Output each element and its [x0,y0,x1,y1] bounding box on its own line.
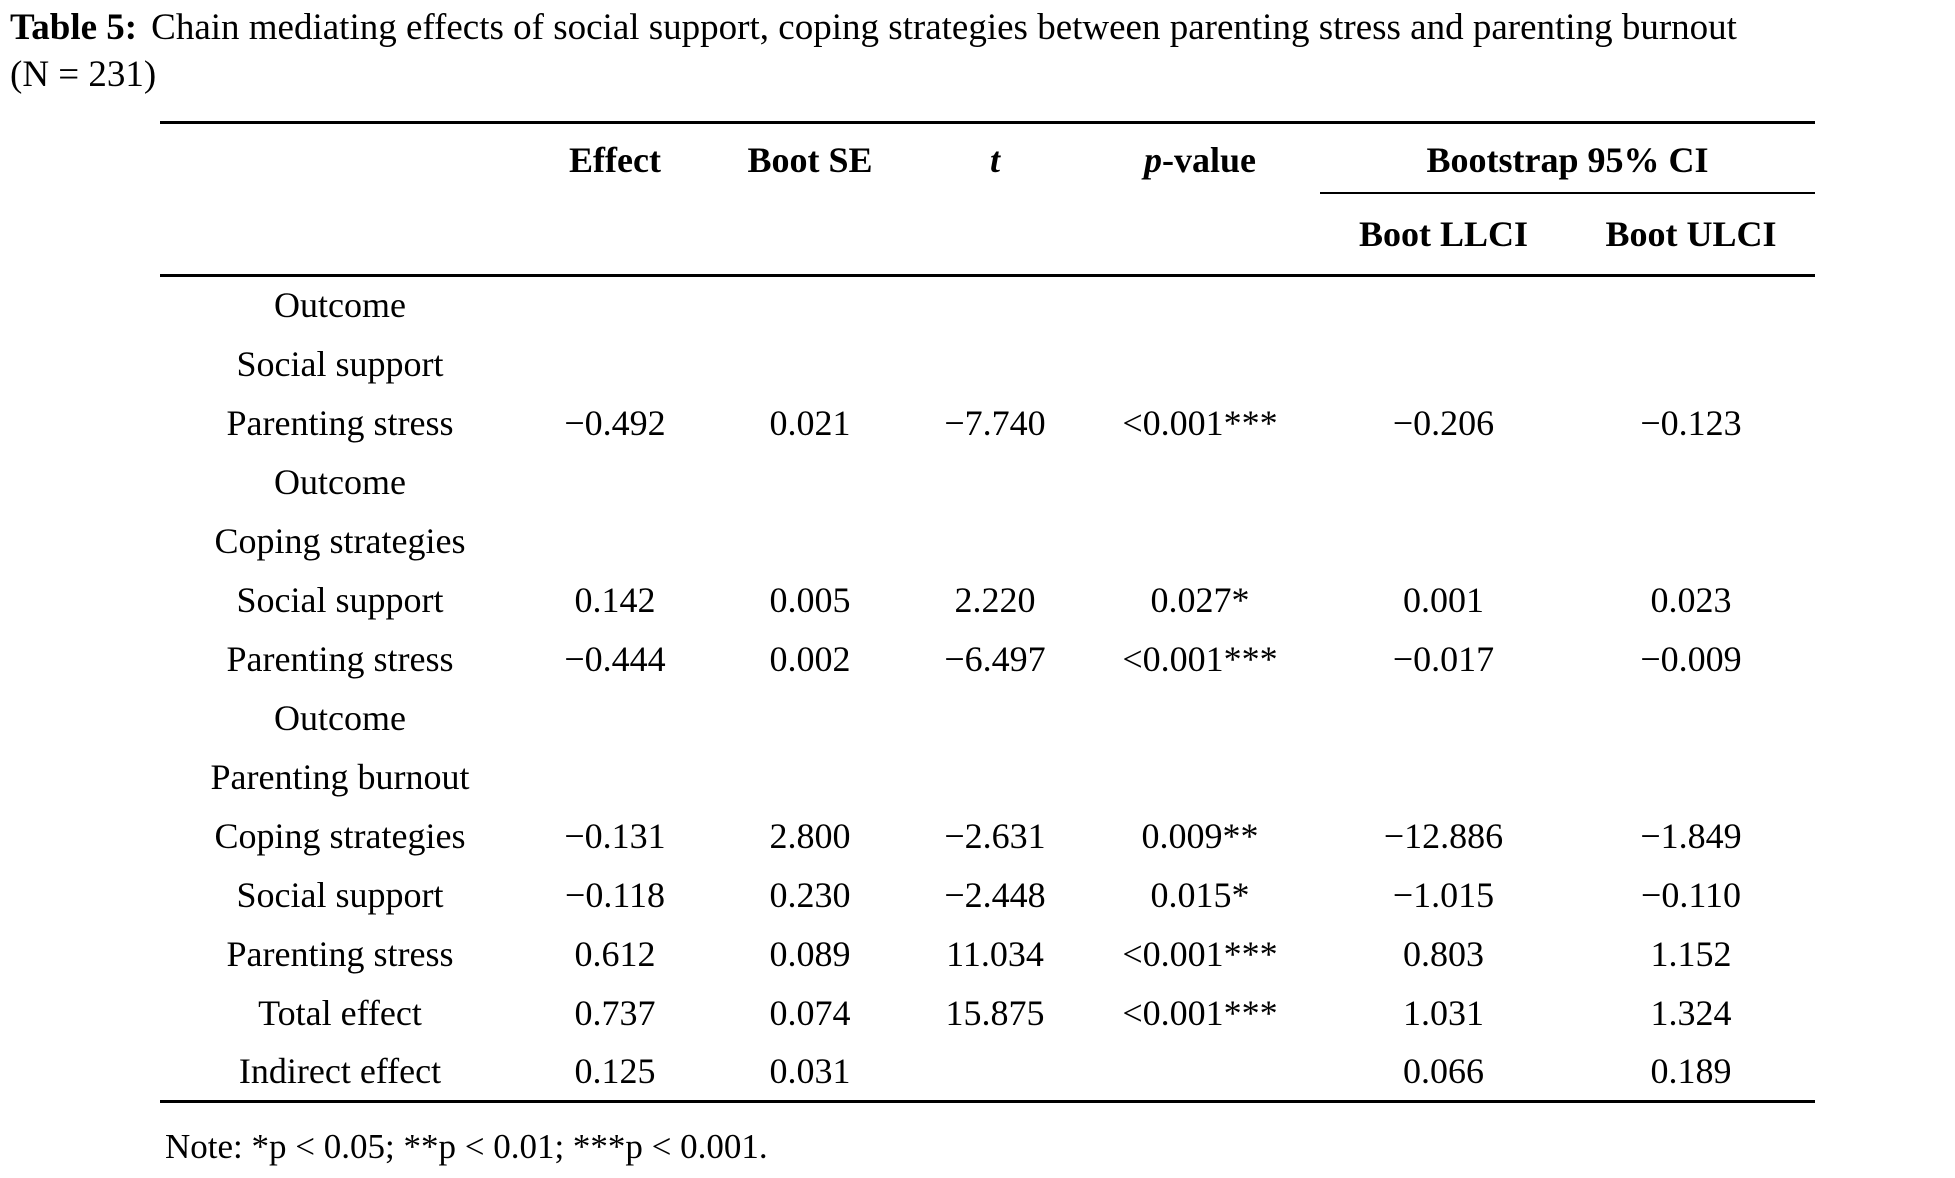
cell-p: 0.015* [1150,874,1250,915]
table-row [160,393,1815,452]
cell-effect [520,452,710,511]
table-row [160,865,1815,924]
cell-llci: −0.017 [1392,638,1495,679]
cell-p [1080,747,1320,806]
col-header-boot-ulci: Boot ULCI [1567,193,1815,275]
cell-p: 0.009** [1141,815,1259,856]
cell-ulci: −0.123 [1640,402,1742,443]
cell-p [1080,688,1320,747]
cell-llci: 1.031 [1403,992,1484,1033]
col-header-empty [160,122,520,193]
cell-ulci [1567,511,1815,570]
col-header-t: t [989,140,1000,181]
cell-effect: 0.142 [574,579,656,620]
cell-t: 11.034 [946,933,1044,974]
row-label: Coping strategies [214,815,466,856]
cell-t [910,452,1080,511]
table-row [160,511,1815,570]
cell-t [910,1042,1080,1101]
table-row [160,570,1815,629]
cell-boot-se [710,275,910,334]
cell-effect [520,747,710,806]
cell-ulci: −0.110 [1641,874,1741,915]
table-note: Note: *p < 0.05; **p < 0.01; ***p < 0.001. [165,1126,768,1166]
col-header-boot-llci: Boot LLCI [1320,193,1567,275]
cell-ulci [1567,334,1815,393]
cell-t: 15.875 [945,992,1045,1033]
cell-p: 0.027* [1150,579,1250,620]
p-value-rest-part: -value [1162,140,1256,181]
cell-llci: 0.001 [1403,579,1484,620]
cell-t [910,334,1080,393]
table-row [160,688,1815,747]
row-label: Total effect [258,992,422,1033]
cell-ulci: −1.849 [1640,815,1742,856]
cell-p: <0.001*** [1122,992,1278,1033]
cell-boot-se [710,452,910,511]
cell-ulci [1567,275,1815,334]
header-row-primary [160,122,1815,193]
col-header-effect: Effect [569,140,661,181]
col-header-boot-se: Boot SE [747,140,873,181]
cell-effect: 0.125 [574,1050,656,1091]
cell-p [1080,452,1320,511]
cell-t: −6.497 [944,638,1046,679]
table-caption [10,4,1947,51]
table-row [160,334,1815,393]
col-subheader-empty [710,193,910,275]
cell-t: −2.448 [944,874,1046,915]
cell-effect [520,334,710,393]
cell-p [1080,275,1320,334]
row-label: Outcome [274,285,406,326]
p-value-italic-part: p [1144,140,1162,181]
cell-boot-se [710,747,910,806]
cell-llci [1320,511,1567,570]
cell-ulci: 1.324 [1650,992,1732,1033]
cell-effect: 0.737 [574,992,656,1033]
cell-boot-se [710,688,910,747]
cell-boot-se: 0.031 [769,1050,851,1091]
col-header-bootstrap-ci-group: Bootstrap 95% CI [1320,122,1815,193]
cell-ulci [1567,688,1815,747]
row-label: Parenting burnout [210,756,470,797]
row-label: Outcome [274,461,406,502]
row-label: Parenting stress [226,402,454,443]
cell-effect: −0.118 [565,874,665,915]
cell-llci [1320,275,1567,334]
table-row [160,983,1815,1042]
cell-llci: −12.886 [1383,815,1504,856]
row-label: Indirect effect [238,1050,442,1091]
cell-ulci: 0.189 [1650,1050,1732,1091]
table-row [160,275,1815,334]
cell-llci: −1.015 [1392,874,1495,915]
cell-boot-se: 2.800 [769,815,851,856]
table-row [160,806,1815,865]
table-row [160,747,1815,806]
cell-t [910,275,1080,334]
row-label: Social support [236,579,444,620]
header-row-secondary [160,193,1815,275]
cell-effect: −0.444 [564,638,666,679]
cell-boot-se: 0.230 [769,874,851,915]
col-subheader-empty [910,193,1080,275]
col-header-p-value [1080,122,1320,193]
cell-ulci [1567,747,1815,806]
cell-t [910,747,1080,806]
mediation-effects-table [160,121,1815,1103]
cell-p: <0.001*** [1122,638,1278,679]
row-label: Parenting stress [226,638,454,679]
table-caption-sample-size: (N = 231) [10,54,157,96]
cell-t: −7.740 [944,402,1046,443]
cell-llci [1320,452,1567,511]
cell-llci [1320,334,1567,393]
cell-ulci: 1.152 [1650,933,1732,974]
table-header [160,122,1815,275]
cell-p [1080,511,1320,570]
cell-ulci [1567,452,1815,511]
cell-p [1080,1042,1320,1101]
row-label: Coping strategies [214,520,466,561]
table-caption-text: Chain mediating effects of social support, coping strategies between parenting stress and parenting burnout [151,7,1737,48]
cell-p: <0.001*** [1122,933,1278,974]
row-label: Parenting stress [226,933,454,974]
cell-boot-se: 0.005 [769,579,851,620]
col-subheader-empty [160,193,520,275]
table-body [160,275,1815,1101]
table-row [160,452,1815,511]
cell-boot-se [710,511,910,570]
cell-llci: −0.206 [1392,402,1495,443]
cell-t [910,688,1080,747]
cell-t [910,511,1080,570]
cell-effect [520,511,710,570]
cell-t: 2.220 [954,579,1036,620]
cell-llci: 0.066 [1403,1050,1484,1091]
cell-ulci: −0.009 [1640,638,1742,679]
row-label: Social support [236,343,444,384]
cell-effect: −0.131 [564,815,666,856]
col-subheader-empty [1080,193,1320,275]
cell-llci [1320,688,1567,747]
cell-effect [520,275,710,334]
cell-p: <0.001*** [1122,402,1278,443]
cell-t: −2.631 [944,815,1046,856]
cell-boot-se: 0.002 [769,638,851,679]
table-row [160,629,1815,688]
cell-boot-se: 0.021 [769,402,851,443]
table-row [160,924,1815,983]
row-label: Social support [236,874,444,915]
col-subheader-empty [520,193,710,275]
cell-llci: 0.803 [1403,933,1484,974]
cell-boot-se: 0.089 [769,933,851,974]
cell-boot-se: 0.074 [769,992,851,1033]
table-row [160,1042,1815,1101]
cell-boot-se [710,334,910,393]
cell-effect: −0.492 [564,402,666,443]
table-caption-label: Table 5: [10,7,138,48]
row-label: Outcome [274,697,406,738]
cell-ulci: 0.023 [1650,579,1732,620]
cell-effect [520,688,710,747]
cell-p [1080,334,1320,393]
cell-effect: 0.612 [574,933,656,974]
cell-llci [1320,747,1567,806]
